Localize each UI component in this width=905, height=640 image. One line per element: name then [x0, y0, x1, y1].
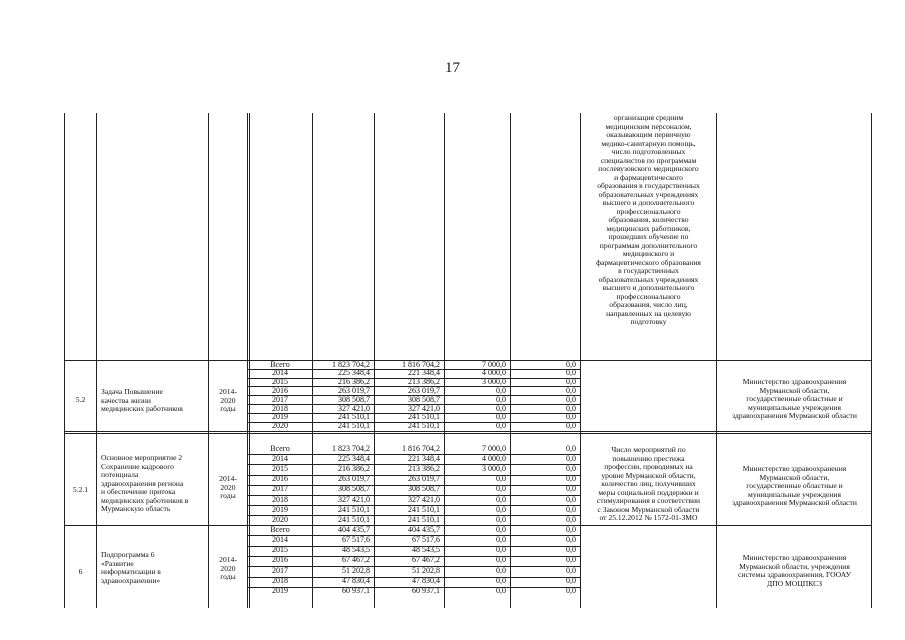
cell-regional: 308 508,7 — [408, 394, 440, 404]
cell-year: Всего — [270, 524, 290, 534]
section-separator — [64, 431, 872, 434]
cell-regional: 241 510,1 — [408, 504, 440, 514]
cell-other: 0,0 — [566, 377, 576, 387]
cell-total: 241 510,1 — [338, 412, 370, 422]
cell-federal: 0,0 — [496, 504, 506, 514]
cell-federal: 0,0 — [496, 534, 506, 544]
cell-total: 67 517,6 — [342, 534, 370, 544]
cell-federal: 0,0 — [496, 421, 506, 431]
row-divider — [248, 464, 580, 465]
cell-year: 2018 — [272, 576, 288, 585]
cell-regional: 221 348,4 — [408, 368, 440, 378]
cell-federal: 0,0 — [496, 412, 506, 422]
cell-regional: 308 508,7 — [408, 484, 440, 494]
cell-regional: 60 937,1 — [412, 586, 440, 596]
cell-year: 2015 — [272, 463, 288, 473]
cell-other: 0,0 — [566, 484, 576, 494]
cell-year: 2017 — [272, 565, 288, 575]
cell-other: 0,0 — [566, 576, 576, 585]
row-divider — [248, 475, 580, 476]
cell-total: 47 830,4 — [342, 576, 370, 585]
row-divider — [248, 505, 580, 506]
cell-federal: 0,0 — [496, 494, 506, 504]
cell-federal: 0,0 — [496, 545, 506, 555]
cell-other: 0,0 — [566, 421, 576, 431]
row-number: 5.2 — [75, 395, 86, 404]
cell-federal: 0,0 — [496, 394, 506, 404]
cell-year: 2019 — [272, 412, 288, 422]
row-divider — [248, 546, 580, 547]
cell-federal: 0,0 — [496, 555, 506, 565]
indicator: Число мероприятий по повышению престижа профессии, проводимых на уровне Мурманской области, количество лиц, получивших меры социальной поддержки и стимулирования в соответствии с Законом Мурманской области от 25.12.2012 № 1572-01-ЗМО — [596, 445, 701, 522]
row-number: 5.2.1 — [72, 485, 89, 494]
cell-year: 2014 — [272, 368, 288, 378]
cell-other: 0,0 — [566, 504, 576, 514]
cell-other: 0,0 — [566, 412, 576, 422]
period: 2014- 2020 годы — [219, 387, 237, 413]
cell-year: 2015 — [272, 545, 288, 555]
cell-federal: 3 000,0 — [482, 377, 506, 387]
row-divider — [248, 515, 580, 516]
cell-regional: 327 421,0 — [408, 494, 440, 504]
cell-other: 0,0 — [566, 385, 576, 395]
row-divider — [248, 404, 580, 405]
item-name: Задача Повышение качества жизни медицинских работников — [101, 387, 183, 413]
cell-total: 1 823 704,2 — [332, 443, 370, 453]
cell-year: 2016 — [272, 385, 288, 395]
cell-total: 67 467,2 — [342, 555, 370, 565]
row-divider — [248, 556, 580, 557]
cell-federal: 4 000,0 — [482, 453, 506, 463]
cell-year: 2017 — [272, 484, 288, 494]
cell-total: 241 510,1 — [338, 421, 370, 431]
cell-year: 2020 — [272, 514, 288, 524]
cell-federal: 0,0 — [496, 385, 506, 395]
cell-regional: 48 543,5 — [412, 545, 440, 555]
cell-regional: 51 202,8 — [412, 565, 440, 575]
cell-regional: 221 348,4 — [408, 453, 440, 463]
cell-year: 2015 — [272, 377, 288, 387]
row-divider — [248, 587, 580, 588]
cell-total: 216 386,2 — [338, 463, 370, 473]
cell-other: 0,0 — [566, 453, 576, 463]
cell-federal: 0,0 — [496, 474, 506, 484]
cell-regional: 241 510,1 — [408, 412, 440, 422]
row-divider — [248, 378, 580, 379]
cell-total: 225 348,4 — [338, 453, 370, 463]
cell-total: 60 937,1 — [342, 586, 370, 596]
cell-total: 51 202,8 — [342, 565, 370, 575]
cell-federal: 0,0 — [496, 565, 506, 575]
cell-other: 0,0 — [566, 545, 576, 555]
cell-federal: 7 000,0 — [482, 359, 506, 369]
period: 2014- 2020 годы — [219, 555, 237, 581]
cell-other: 0,0 — [566, 586, 576, 596]
cell-total: 327 421,0 — [338, 494, 370, 504]
cell-federal: 7 000,0 — [482, 443, 506, 453]
cell-regional: 404 435,7 — [408, 524, 440, 534]
cell-federal: 0,0 — [496, 403, 506, 413]
cell-federal: 3 000,0 — [482, 463, 506, 473]
row-divider — [248, 413, 580, 414]
cell-federal: 0,0 — [496, 514, 506, 524]
row-divider — [248, 422, 580, 423]
cell-regional: 47 830,4 — [412, 576, 440, 585]
page-number: 17 — [445, 60, 460, 76]
row-divider — [248, 395, 580, 396]
cell-total: 263 019,7 — [338, 474, 370, 484]
budget-table — [64, 113, 872, 608]
cell-other: 0,0 — [566, 524, 576, 534]
cell-year: 2019 — [272, 586, 288, 596]
row-divider — [248, 566, 580, 567]
cell-total: 241 510,1 — [338, 514, 370, 524]
cell-federal: 0,0 — [496, 576, 506, 585]
cell-regional: 263 019,7 — [408, 474, 440, 484]
row-divider — [248, 495, 580, 496]
cell-regional: 213 386,2 — [408, 463, 440, 473]
cell-federal: 4 000,0 — [482, 368, 506, 378]
cell-year: 2018 — [272, 494, 288, 504]
cell-other: 0,0 — [566, 368, 576, 378]
cell-federal: 0,0 — [496, 586, 506, 596]
cell-year: 2016 — [272, 555, 288, 565]
cell-regional: 213 386,2 — [408, 377, 440, 387]
cell-year: Всего — [270, 443, 290, 453]
cell-regional: 67 517,6 — [412, 534, 440, 544]
item-name: Основное мероприятие 2 Сохранение кадрового потенциала здравоохранения региона и обеспечение притока медицинских работников в Мурманскую область — [101, 453, 189, 513]
cell-other: 0,0 — [566, 474, 576, 484]
cell-total: 308 508,7 — [338, 394, 370, 404]
row-divider — [248, 535, 580, 536]
cell-total: 225 348,4 — [338, 368, 370, 378]
indicator-text-continued: организация средним медицинским персоналом, оказывающим первичную медико-санитарную помощь, число подготовленных специалистов по программам послевузовского медицинского и фармацевтического образования в государственных образовательных учреждениях высшего и дополнительного профессионального образования, количество медицинских работников, прошедших обучение по программам дополнительного медицинского и фармацевтического образования в государственных образовательных учреждениях высшего и дополнительного профессионального образования, число лиц, направленных на целевую подготовку — [596, 113, 701, 326]
cell-other: 0,0 — [566, 443, 576, 453]
cell-other: 0,0 — [566, 394, 576, 404]
item-name: Подпрограмма 6 «Развитие информатизации в здравоохранении» — [101, 550, 161, 585]
cell-total: 48 543,5 — [342, 545, 370, 555]
cell-year: 2019 — [272, 504, 288, 514]
cell-other: 0,0 — [566, 514, 576, 524]
row-divider — [248, 386, 580, 387]
executor: Министерство здравоохранения Мурманской области, учреждения системы здравоохранения, ГООАУ ДПО МОЦПКСЗ — [738, 553, 851, 588]
cell-other: 0,0 — [566, 403, 576, 413]
row-number: 6 — [78, 567, 83, 576]
cell-year: 2020 — [272, 421, 288, 431]
cell-other: 0,0 — [566, 534, 576, 544]
cell-regional: 263 019,7 — [408, 385, 440, 395]
row-divider — [248, 454, 580, 455]
row-divider — [248, 369, 580, 370]
cell-year: 2014 — [272, 453, 288, 463]
cell-year: 2018 — [272, 403, 288, 413]
cell-year: 2016 — [272, 474, 288, 484]
cell-total: 241 510,1 — [338, 504, 370, 514]
cell-total: 263 019,7 — [338, 385, 370, 395]
cell-regional: 67 467,2 — [412, 555, 440, 565]
executor: Министерство здравоохранения Мурманской области, государственные областные и муниципальные учреждения здравоохранения Мурманской области — [732, 377, 857, 420]
cell-total: 1 823 704,2 — [332, 359, 370, 369]
cell-other: 0,0 — [566, 555, 576, 565]
cell-other: 0,0 — [566, 494, 576, 504]
cell-regional: 1 816 704,2 — [402, 443, 440, 453]
cell-year: 2014 — [272, 534, 288, 544]
row-divider — [248, 485, 580, 486]
cell-year: 2017 — [272, 394, 288, 404]
cell-federal: 0,0 — [496, 524, 506, 534]
cell-regional: 1 816 704,2 — [402, 359, 440, 369]
cell-other: 0,0 — [566, 565, 576, 575]
cell-total: 404 435,7 — [338, 524, 370, 534]
row-divider — [248, 577, 580, 578]
cell-regional: 241 510,1 — [408, 421, 440, 431]
cell-regional: 327 421,0 — [408, 403, 440, 413]
cell-total: 308 508,7 — [338, 484, 370, 494]
cell-regional: 241 510,1 — [408, 514, 440, 524]
cell-total: 216 386,2 — [338, 377, 370, 387]
cell-total: 327 421,0 — [338, 403, 370, 413]
cell-other: 0,0 — [566, 359, 576, 369]
executor: Министерство здравоохранения Мурманской области, государственные областные и муниципальные учреждения здравоохранения Мурманской области — [732, 464, 857, 507]
cell-federal: 0,0 — [496, 484, 506, 494]
cell-other: 0,0 — [566, 463, 576, 473]
cell-year: Всего — [270, 359, 290, 369]
period: 2014- 2020 годы — [219, 474, 237, 500]
